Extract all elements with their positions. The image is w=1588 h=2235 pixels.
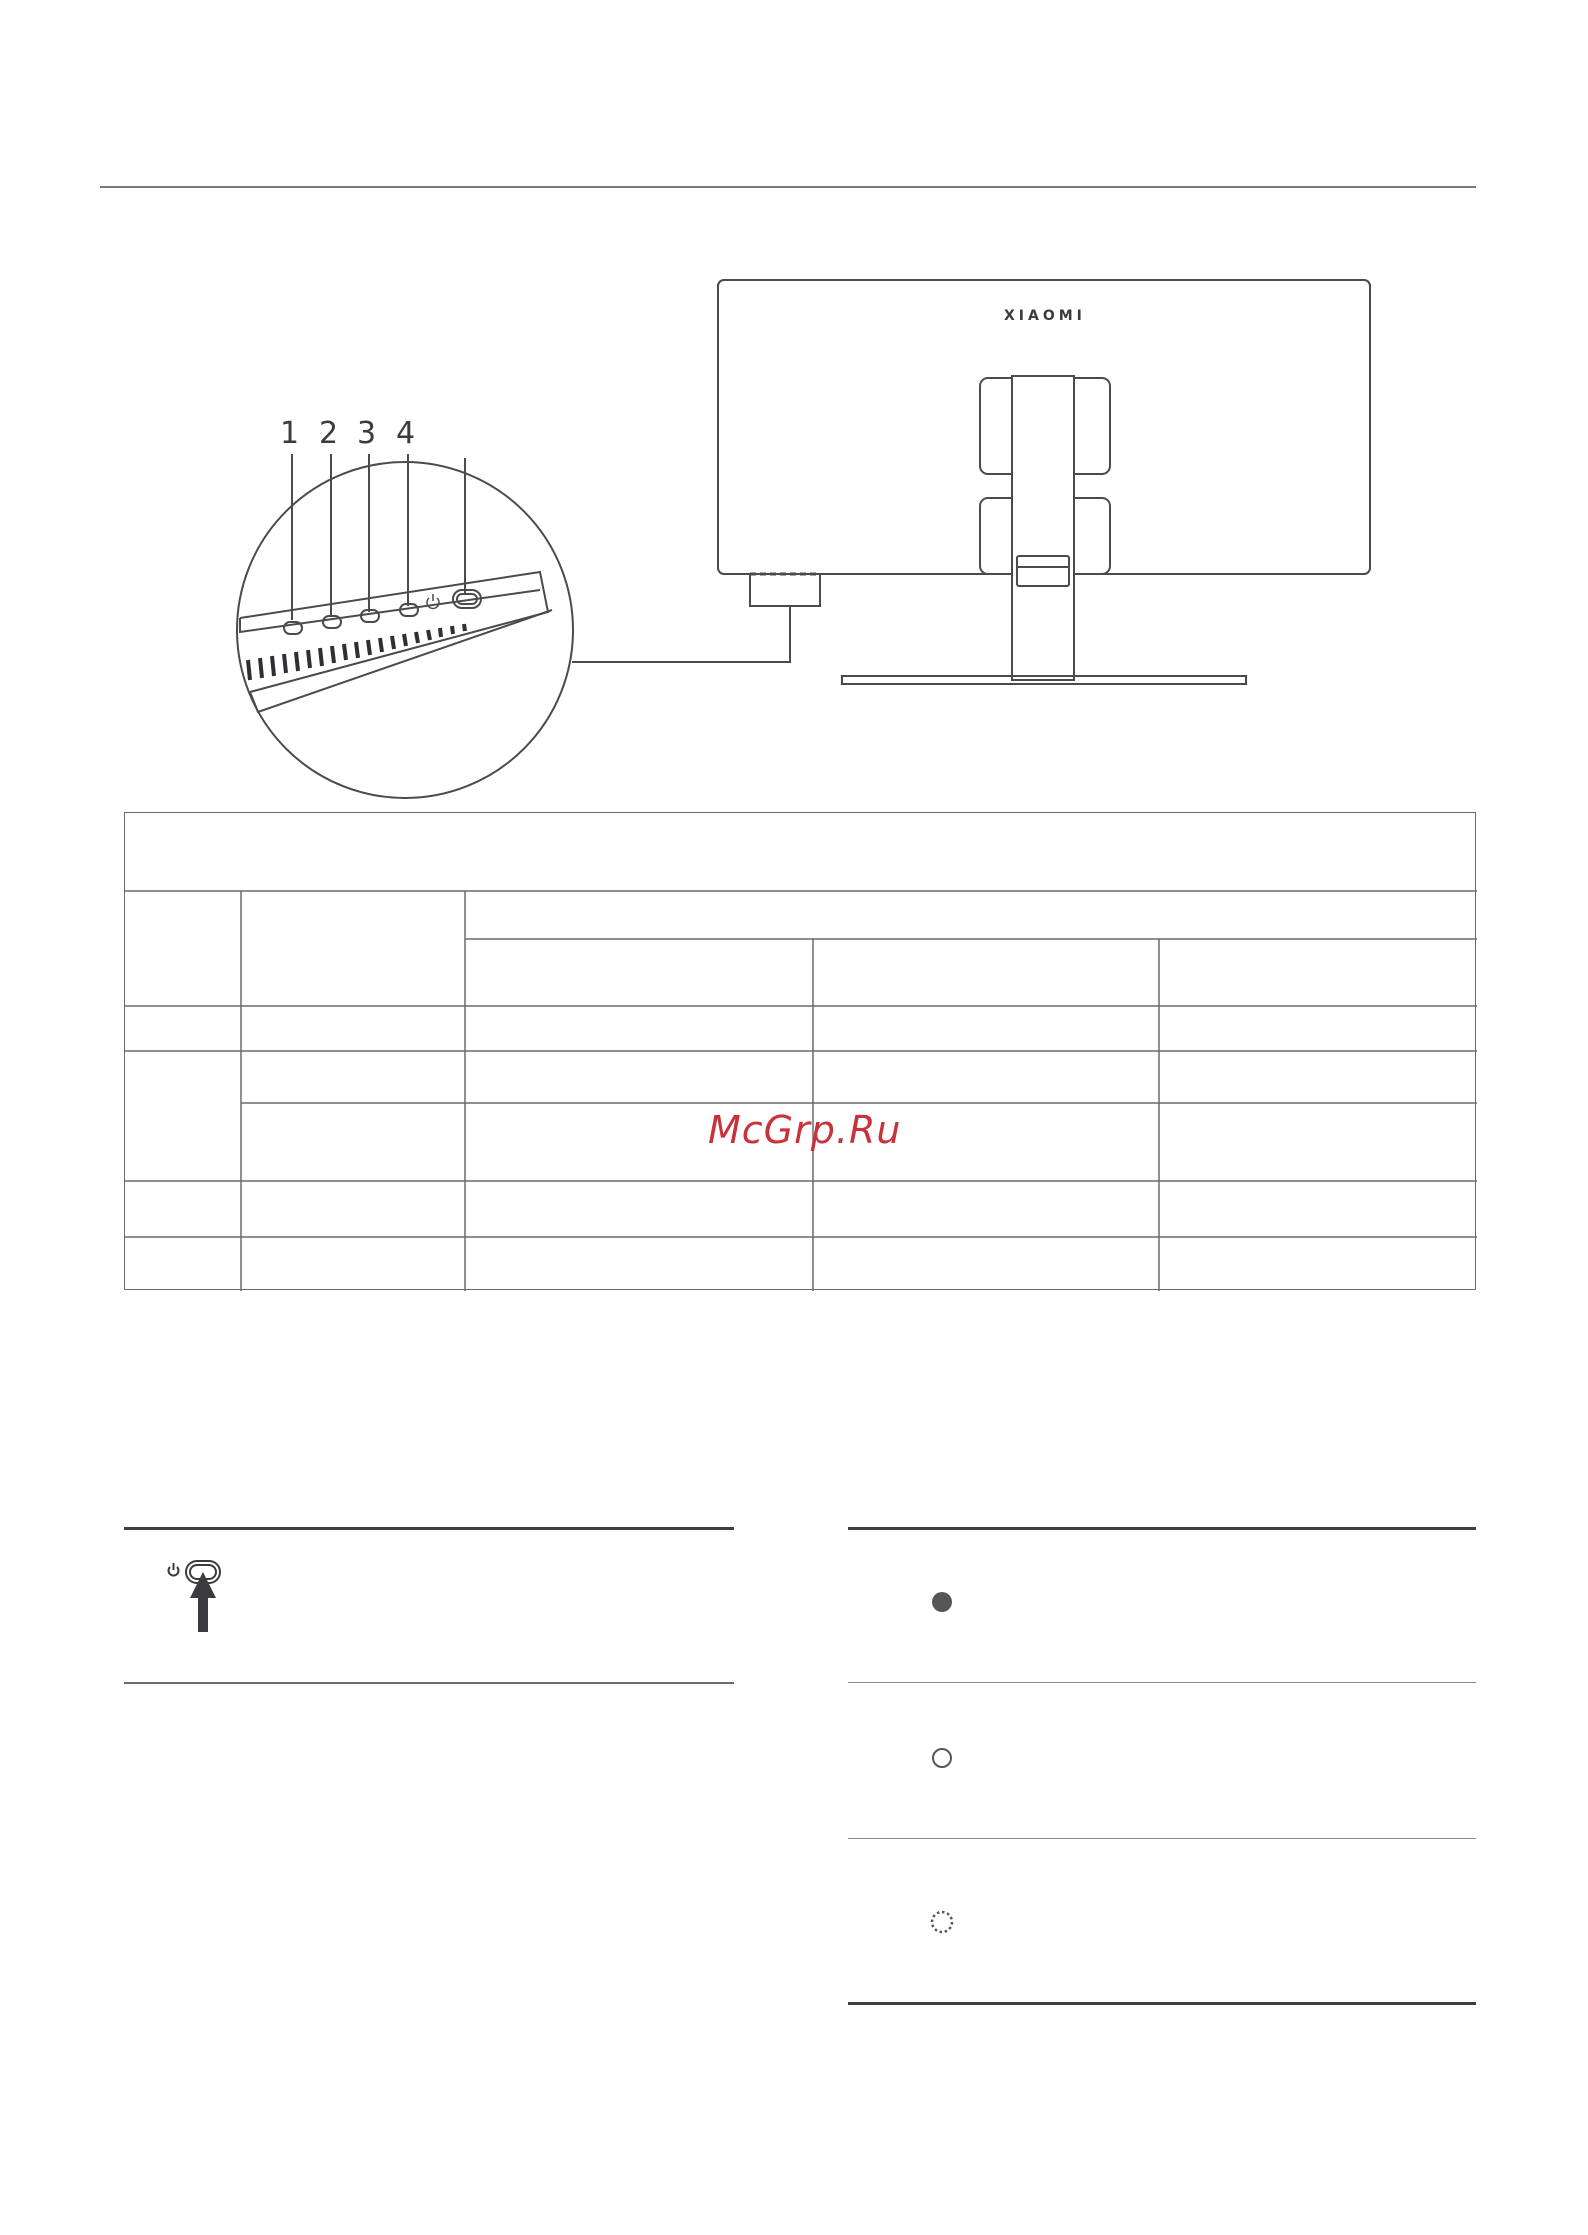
monitor-illustration (0, 260, 1588, 820)
indicator-row-blinking (848, 1840, 1476, 2000)
blinking-dot-icon (848, 1840, 1476, 2000)
solid-dot-icon (848, 1530, 1476, 1680)
hollow-dot-icon (848, 1684, 1476, 1834)
button-number-2: 2 (319, 416, 339, 451)
press-power-illustration (124, 1520, 734, 1680)
stand-column (1012, 376, 1074, 680)
magnifier-circle (237, 462, 573, 798)
top-divider (100, 186, 1476, 188)
indicator-row-hollow (848, 1684, 1476, 1834)
indicator-panel-bottom-rule (848, 2002, 1476, 2005)
indicator-divider-2 (848, 1838, 1476, 1839)
power-panel-bottom-rule (124, 1682, 734, 1684)
power-on-panel (124, 1520, 734, 1680)
table-grid (125, 813, 1477, 1291)
watermark-text: McGrp.Ru (708, 1108, 902, 1152)
button-number-3: 3 (357, 416, 377, 451)
button-number-4: 4 (396, 416, 416, 451)
press-arrow-icon (190, 1572, 216, 1632)
brand-logo: XIAOMI (1004, 308, 1086, 324)
button-number-1: 1 (280, 416, 300, 451)
button-function-table (124, 812, 1476, 1290)
indicator-divider-1 (848, 1682, 1476, 1683)
button-tab (750, 574, 820, 606)
monitor-diagram (0, 260, 1588, 820)
button-2 (323, 616, 341, 628)
indicator-row-solid (848, 1530, 1476, 1680)
